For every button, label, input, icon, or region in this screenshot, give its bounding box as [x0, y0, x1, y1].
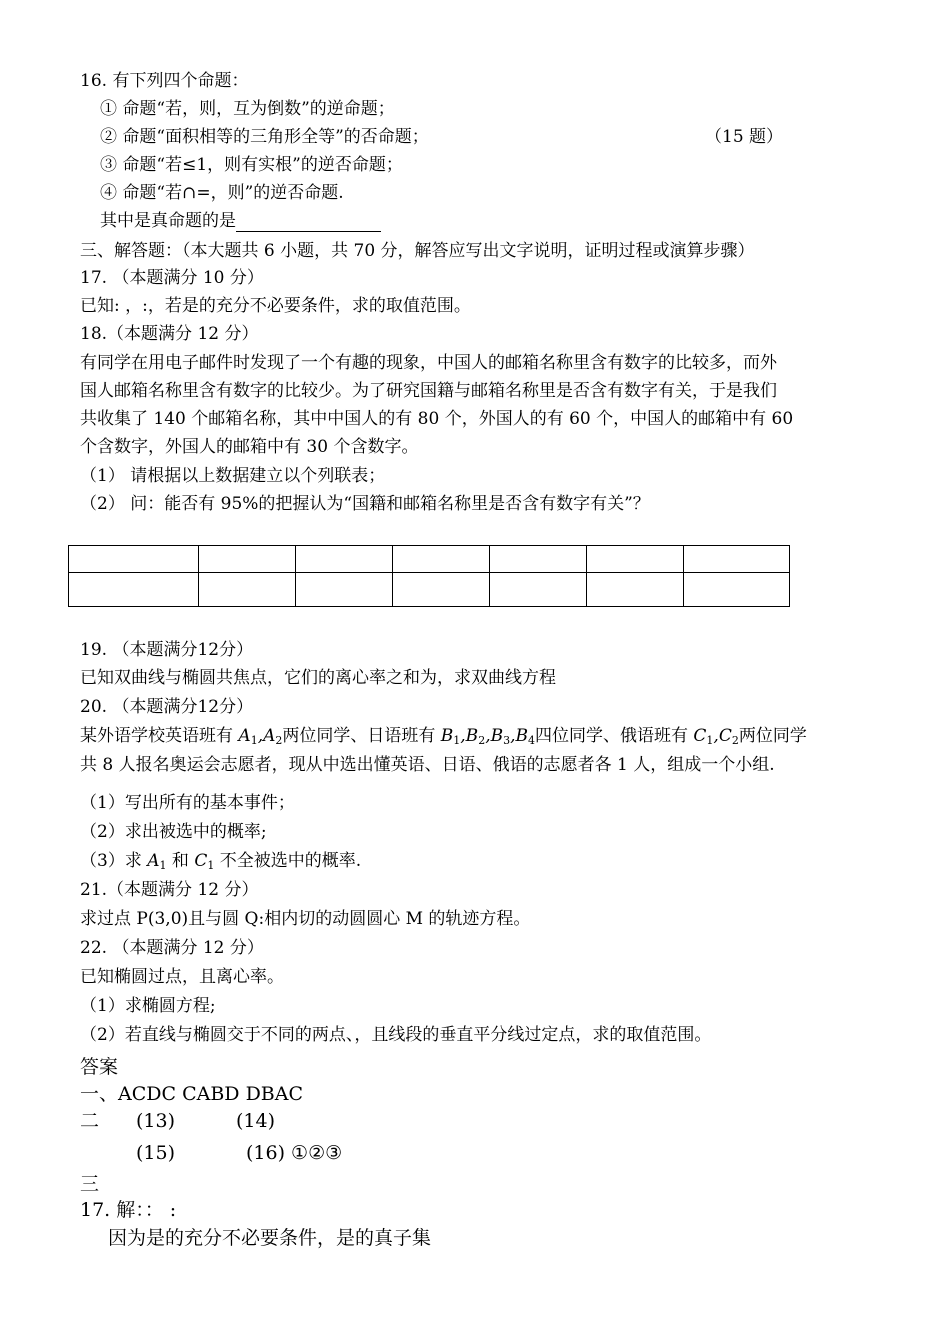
q20-text: （3）求: [80, 851, 148, 871]
table-row: [69, 546, 790, 573]
answer-13: (13): [136, 1110, 176, 1132]
q18-head: 18.（本题满分 12 分）: [80, 324, 259, 344]
q20-text: 四位同学、俄语班有: [535, 726, 694, 746]
q20-text: 某外语学校英语班有: [80, 726, 239, 746]
q16-title: 16. 有下列四个命题：: [80, 71, 249, 91]
q17-body: 已知: ，:，若是的充分不必要条件，求的取值范围。: [80, 296, 471, 316]
q18-sub-2: （2） 问：能否有 95%的把握认为“国籍和邮箱名称里是否含有数字有关”？: [80, 494, 650, 514]
answer-15: (15): [136, 1142, 176, 1164]
q16-prompt-text: 其中是真命题的是: [100, 211, 236, 231]
solution-17-body: 因为是的充分不必要条件，是的真子集: [108, 1227, 432, 1249]
table-cell: [490, 546, 587, 573]
math-b1-b4: $B_1,B_2,B_3,B_4$: [440, 726, 535, 747]
q20-text: 两位同学: [738, 726, 807, 746]
q21-body: 求过点 P(3,0)且与圆 Q:相内切的动圆圆心 M 的轨迹方程。: [80, 909, 531, 929]
q19-head: 19. （本题满分12分）: [80, 640, 254, 660]
answers-line-1: 一、ACDC CABD DBAC: [80, 1083, 304, 1105]
table-cell: [684, 546, 790, 573]
q18-sub-1: （1） 请根据以上数据建立以个列联表；: [80, 466, 386, 486]
answer-14: (14): [236, 1110, 276, 1132]
q20-head: 20. （本题满分12分）: [80, 697, 254, 717]
q20-sub-1: （1）写出所有的基本事件；: [80, 793, 295, 813]
q16-prompt: [100, 210, 381, 232]
table-cell: [199, 573, 296, 607]
q22-head: 22. （本题满分 12 分）: [80, 938, 264, 958]
q20-text: 两位同学、日语班有: [282, 726, 441, 746]
table-cell: [69, 546, 199, 573]
q19-body: 已知双曲线与椭圆共焦点，它们的离心率之和为，求双曲线方程: [80, 668, 556, 688]
q20-text: 不全被选中的概率.: [214, 851, 362, 871]
math-c1: $C_1$: [194, 851, 215, 872]
section-3-heading: 三、解答题：（本大题共 6 小题，共 70 分，解答应写出文字说明，证明过程或演算步骤）: [80, 241, 755, 261]
q16-item-4: ④ 命题“若∩=，则”的逆否命题.: [100, 183, 344, 203]
q16-item-2: ② 命题“面积相等的三角形全等”的否命题；: [100, 127, 429, 147]
table-cell: [587, 546, 684, 573]
math-c1-c2: $C_1,C_2$: [693, 726, 739, 747]
q20-line-2: 共 8 人报名奥运会志愿者，现从中选出懂英语、日语、俄语的志愿者各 1 人，组成一个小组.: [80, 755, 775, 775]
answer-16: (16) ①②③: [246, 1142, 343, 1164]
table-cell: [296, 573, 393, 607]
math-a1-a2: $A_1,A_2$: [238, 726, 283, 747]
answers-title: 答案: [80, 1056, 119, 1078]
table-row: [69, 573, 790, 607]
q20-text: 和: [166, 851, 195, 871]
solution-17-head: 17. 解：： :: [80, 1199, 177, 1221]
q21-head: 21.（本题满分 12 分）: [80, 880, 259, 900]
q16-item-1: ① 命题“若，则，互为倒数”的逆命题；: [100, 99, 395, 119]
table-cell: [296, 546, 393, 573]
q18-line-3: 共收集了 140 个邮箱名称，其中中国人的有 80 个，外国人的有 60 个，中国人的邮箱中有 60: [80, 409, 794, 429]
table-cell: [587, 573, 684, 607]
table-cell: [490, 573, 587, 607]
q18-line-4: 个含数字，外国人的邮箱中有 30 个含数字。: [80, 437, 419, 457]
q16-item-3: ③ 命题“若≤1，则有实根”的逆否命题；: [100, 155, 403, 175]
q22-sub-2: （2）若直线与椭圆交于不同的两点、，且线段的垂直平分线过定点，求的取值范围。: [80, 1025, 712, 1045]
answers-line-2-label: 二: [80, 1110, 100, 1132]
q22-body: 已知椭圆过点，且离心率。: [80, 967, 284, 987]
q18-line-1: 有同学在用电子邮件时发现了一个有趣的现象，中国人的邮箱名称里含有数字的比较多，而外: [80, 353, 777, 373]
q20-sub-3: [80, 850, 361, 877]
answer-blank: [236, 215, 381, 232]
q20-sub-2: （2）求出被选中的概率;: [80, 822, 267, 842]
math-a1: $A_1$: [147, 851, 167, 872]
q16-side-note: （15 题）: [705, 127, 784, 147]
table-cell: [393, 573, 490, 607]
answers-line-3: 三: [80, 1173, 100, 1195]
table-cell: [199, 546, 296, 573]
table-cell: [393, 546, 490, 573]
contingency-table: [68, 545, 790, 607]
q20-line-1: [80, 725, 807, 752]
q18-line-2: 国人邮箱名称里含有数字的比较少。为了研究国籍与邮箱名称里是否含有数字有关，于是我们: [80, 381, 777, 401]
q22-sub-1: （1）求椭圆方程;: [80, 996, 216, 1016]
table-cell: [69, 573, 199, 607]
table-cell: [684, 573, 790, 607]
q17-head: 17. （本题满分 10 分）: [80, 268, 264, 288]
